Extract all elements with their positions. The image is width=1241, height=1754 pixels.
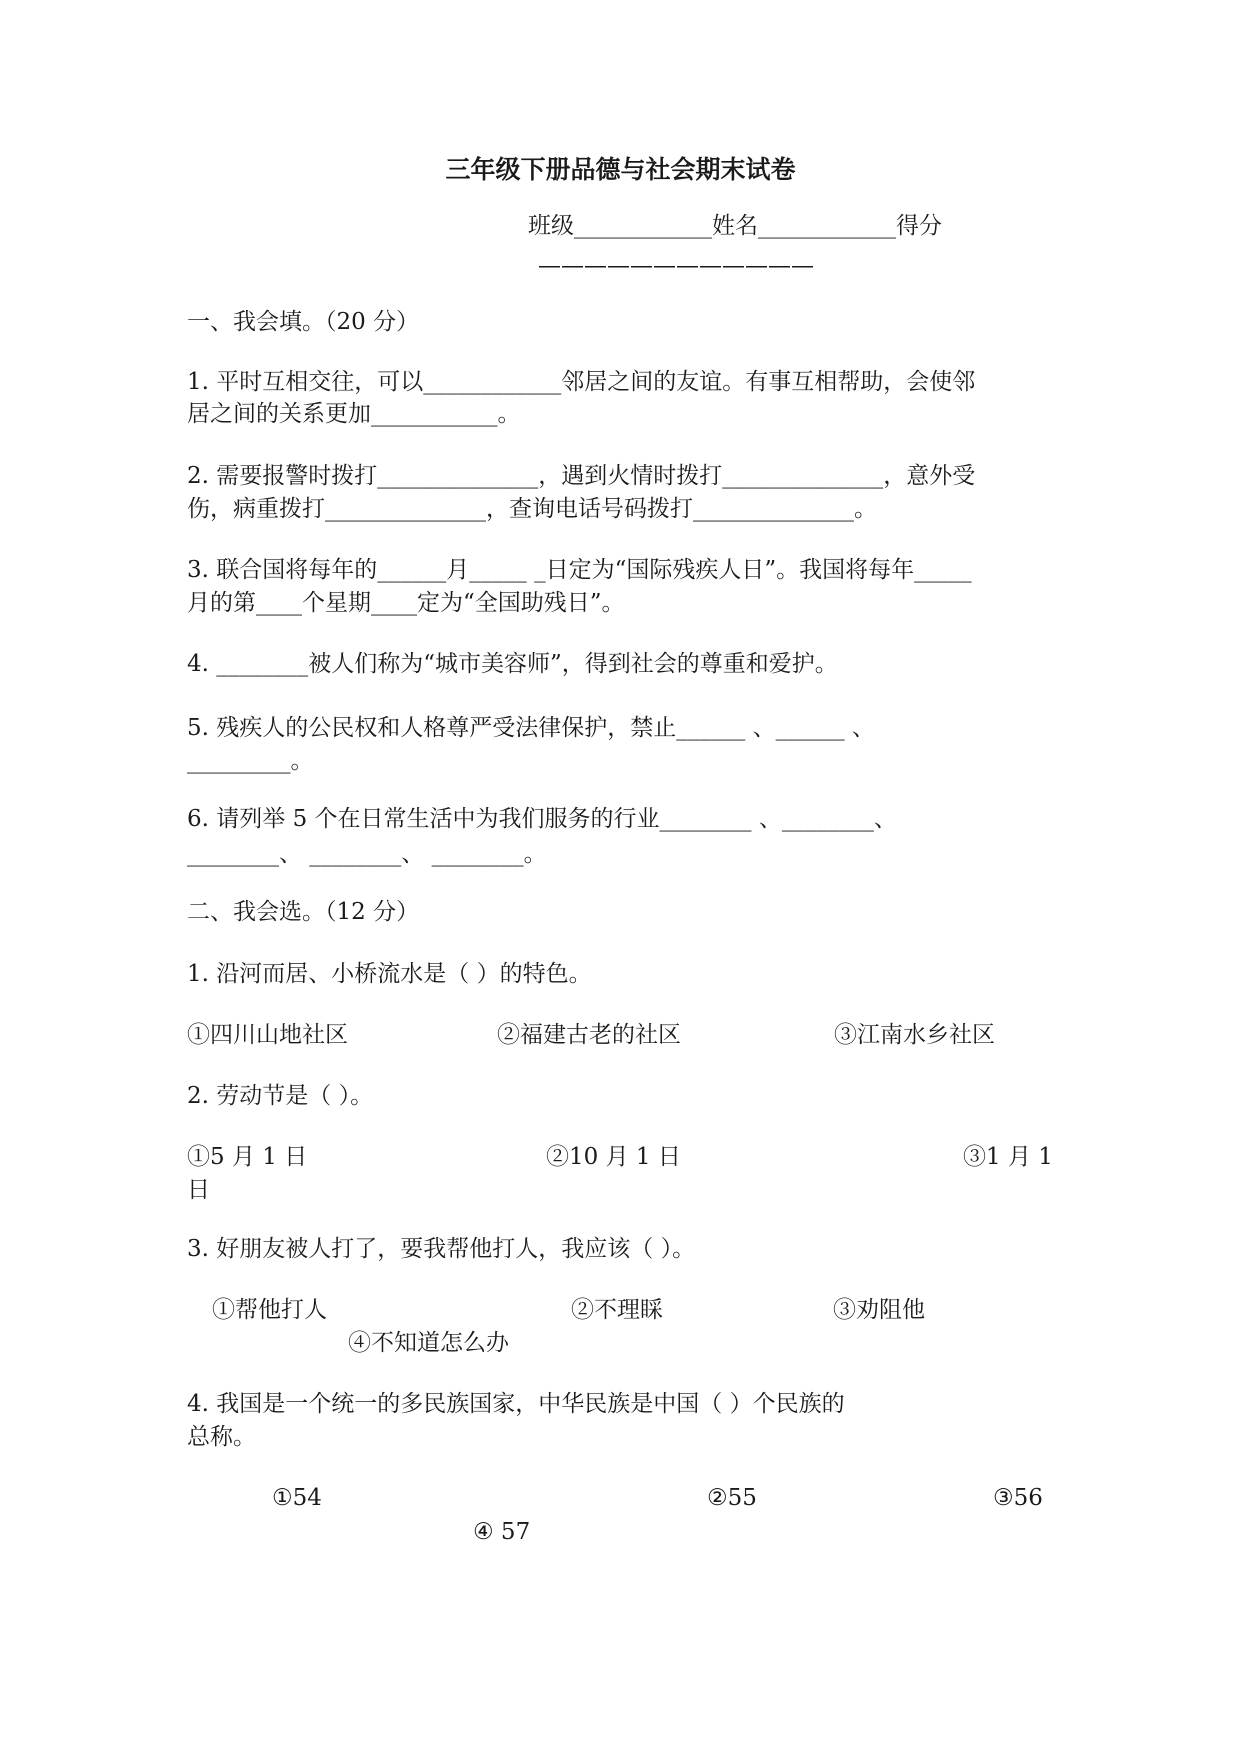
s1-q2-line2: 伤，病重拨打______________，查询电话号码拨打______________。: [187, 496, 877, 522]
s2-q2-option-3-cont: 日: [187, 1177, 210, 1203]
s2-q3-option-3: ③劝阻他: [833, 1297, 925, 1323]
s1-q6-line2: ________、 ________、 ________。: [187, 841, 547, 867]
s1-q2-line1: 2. 需要报警时拨打______________，遇到火情时拨打______________，意外受: [187, 463, 976, 489]
s2-q2-option-1: ①5 月 1 日: [187, 1144, 308, 1170]
s2-q1-option-3: ③江南水乡社区: [834, 1022, 995, 1048]
s2-q2-stem: 2. 劳动节是（ ）。: [187, 1083, 374, 1109]
section-1-heading: 一、我会填。（20 分）: [187, 309, 420, 335]
s1-q3-line1: 3. 联合国将每年的______月_____ _日定为“国际残疾人日”。我国将每年_____: [187, 557, 972, 583]
s1-q1-line2: 居之间的关系更加___________。: [187, 401, 521, 427]
s2-q3-option-2: ②不理睬: [571, 1297, 663, 1323]
s2-q4-option-4: ④ 57: [473, 1519, 531, 1545]
s1-q3-line2: 月的第____个星期____定为“全国助残日”。: [187, 590, 625, 616]
s2-q2-option-3: ③1 月 1: [963, 1144, 1053, 1170]
section-2-heading: 二、我会选。（12 分）: [187, 899, 420, 925]
s2-q4-option-2: ②55: [707, 1485, 757, 1511]
exam-title: 三年级下册品德与社会期末试卷: [445, 155, 796, 184]
score-underline: ————————————: [538, 253, 814, 279]
s2-q1-stem: 1. 沿河而居、小桥流水是（ ）的特色。: [187, 961, 592, 987]
s1-q6-line1: 6. 请列举 5 个在日常生活中为我们服务的行业________ 、________、: [187, 806, 897, 832]
s2-q4-line2: 总称。: [187, 1424, 256, 1450]
s2-q3-option-1: ①帮他打人: [212, 1297, 327, 1323]
s2-q1-option-1: ①四川山地社区: [187, 1022, 348, 1048]
s2-q4-line1: 4. 我国是一个统一的多民族国家，中华民族是中国（ ）个民族的: [187, 1391, 845, 1417]
s2-q4-option-1: ①54: [272, 1485, 322, 1511]
s2-q4-option-3: ③56: [993, 1485, 1043, 1511]
s2-q3-option-4: ④不知道怎么办: [348, 1330, 509, 1356]
s2-q1-option-2: ②福建古老的社区: [497, 1022, 681, 1048]
s2-q3-stem: 3. 好朋友被人打了，要我帮他打人，我应该（ ）。: [187, 1236, 696, 1262]
student-info-line: 班级____________姓名____________得分: [528, 213, 942, 239]
s1-q4-line1: 4. ________被人们称为“城市美容师”，得到社会的尊重和爱护。: [187, 651, 838, 677]
s2-q2-option-2: ②10 月 1 日: [546, 1144, 681, 1170]
s1-q5-line2: _________。: [187, 748, 314, 774]
s1-q1-line1: 1. 平时互相交往，可以____________邻居之间的友谊。有事互相帮助，会使邻: [187, 369, 976, 395]
s1-q5-line1: 5. 残疾人的公民权和人格尊严受法律保护，禁止______ 、______ 、: [187, 715, 875, 741]
